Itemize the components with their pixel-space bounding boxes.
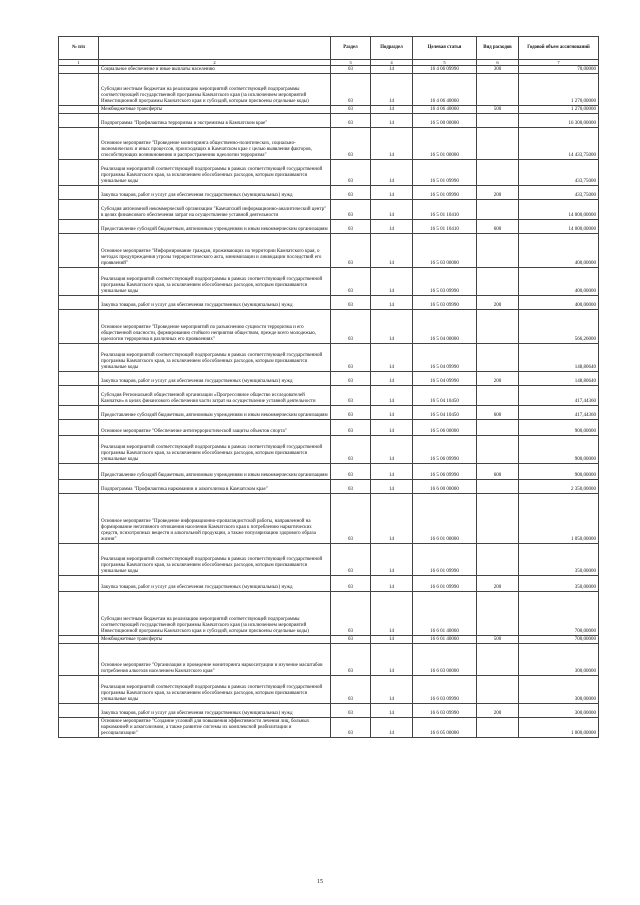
row-expense-type-cell bbox=[477, 718, 519, 738]
row-num-cell bbox=[59, 718, 99, 738]
row-razdel-cell: 03 bbox=[331, 544, 371, 576]
row-amount-cell: 700,00000 bbox=[519, 636, 599, 644]
row-name-cell: Реализация мероприятий соответствующей подпрограммы в рамках соответствующей государственной программы Камчатского края, за исключением обособленных расходов, которым присваиваются уникальные коды bbox=[99, 160, 331, 186]
row-expense-type-cell: 600 bbox=[477, 220, 519, 234]
row-name-cell: Субсидия Региональной общественной организации «Прогрессивное общество исследователей Камчатки» в целях финансового обеспечения части затрат на осуществление уставной деятельности bbox=[99, 386, 331, 406]
row-podrazdel-cell: 14 bbox=[371, 268, 413, 296]
table-row bbox=[59, 704, 599, 718]
row-num-cell bbox=[59, 406, 99, 420]
row-target-article-cell: 16 6 03 09990 bbox=[413, 676, 477, 704]
row-amount-cell: 900,00000 bbox=[519, 436, 599, 464]
row-num-cell bbox=[59, 480, 99, 494]
table-row bbox=[59, 406, 599, 420]
table-row bbox=[59, 576, 599, 592]
row-amount-cell: 417,44360 bbox=[519, 406, 599, 420]
row-amount-cell: 300,00000 bbox=[519, 676, 599, 704]
row-target-article-cell: 16 5 01 00000 bbox=[413, 128, 477, 160]
row-expense-type-cell bbox=[477, 494, 519, 544]
row-amount-cell: 900,00000 bbox=[519, 420, 599, 436]
row-razdel-cell: 03 bbox=[331, 464, 371, 480]
row-podrazdel-cell: 14 bbox=[371, 114, 413, 128]
row-amount-cell: 400,00000 bbox=[519, 268, 599, 296]
row-razdel-cell: 03 bbox=[331, 128, 371, 160]
table-row bbox=[59, 480, 599, 494]
table-row bbox=[59, 310, 599, 344]
row-target-article-cell: 16 5 03 09990 bbox=[413, 268, 477, 296]
row-expense-type-cell bbox=[477, 160, 519, 186]
table-row bbox=[59, 268, 599, 296]
row-target-article-cell: 16 5 04 09990 bbox=[413, 344, 477, 372]
table-row bbox=[59, 200, 599, 220]
row-podrazdel-cell: 14 bbox=[371, 676, 413, 704]
row-target-article-cell: 16 4 06 40060 bbox=[413, 74, 477, 106]
row-num-cell bbox=[59, 420, 99, 436]
row-razdel-cell: 03 bbox=[331, 420, 371, 436]
row-razdel-cell: 03 bbox=[331, 436, 371, 464]
row-podrazdel-cell: 14 bbox=[371, 420, 413, 436]
row-expense-type-cell: 200 bbox=[477, 372, 519, 386]
row-podrazdel-cell: 14 bbox=[371, 406, 413, 420]
row-num-cell bbox=[59, 200, 99, 220]
row-expense-type-cell: 500 bbox=[477, 106, 519, 114]
row-name-cell: Социальное обеспечение и иные выплаты населению bbox=[99, 66, 331, 74]
row-amount-cell: 1 270,00000 bbox=[519, 74, 599, 106]
table-row bbox=[59, 676, 599, 704]
row-num-cell bbox=[59, 372, 99, 386]
row-num-cell bbox=[59, 186, 99, 200]
row-name-cell: Межбюджетные трансферты bbox=[99, 106, 331, 114]
row-num-cell bbox=[59, 344, 99, 372]
row-amount-cell: 2 350,00000 bbox=[519, 480, 599, 494]
row-amount-cell: 14 433,75000 bbox=[519, 128, 599, 160]
row-name-cell: Субсидия автономной некоммерческой организации "Камчатский информационно-аналитический центр" в целях финансового обеспечения затрат на осуществление уставной деятельности bbox=[99, 200, 331, 220]
row-amount-cell: 300,00000 bbox=[519, 644, 599, 676]
row-target-article-cell: 16 6 05 00000 bbox=[413, 718, 477, 738]
row-amount-cell: 433,75000 bbox=[519, 160, 599, 186]
row-amount-cell: 1 050,00000 bbox=[519, 494, 599, 544]
row-name-cell: Реализация мероприятий соответствующей подпрограммы в рамках соответствующей государственной программы Камчатского края, за исключением обособленных расходов, которым присваиваются уникальные коды bbox=[99, 676, 331, 704]
row-podrazdel-cell: 14 bbox=[371, 74, 413, 106]
row-target-article-cell: 16 6 00 00000 bbox=[413, 480, 477, 494]
row-razdel-cell: 03 bbox=[331, 310, 371, 344]
row-razdel-cell: 03 bbox=[331, 114, 371, 128]
row-amount-cell: 566,26000 bbox=[519, 310, 599, 344]
row-name-cell: Субсидии местным бюджетам на реализацию мероприятий соответствующей подпрограммы соответствующей государственной программы Камчатского края (за исключением мероприятий Инвестиционной программы Камчатского края и субсидий, которым присвоены отдельные коды) bbox=[99, 592, 331, 636]
table-row bbox=[59, 636, 599, 644]
row-podrazdel-cell: 14 bbox=[371, 576, 413, 592]
row-num-cell bbox=[59, 106, 99, 114]
row-target-article-cell: 16 4 06 40060 bbox=[413, 106, 477, 114]
row-razdel-cell: 03 bbox=[331, 200, 371, 220]
row-num-cell bbox=[59, 676, 99, 704]
row-expense-type-cell: 200 bbox=[477, 704, 519, 718]
row-razdel-cell: 03 bbox=[331, 386, 371, 406]
row-num-cell bbox=[59, 592, 99, 636]
column-number: 2 bbox=[99, 60, 331, 66]
row-expense-type-cell bbox=[477, 436, 519, 464]
row-amount-cell: 1 270,00000 bbox=[519, 106, 599, 114]
table-row bbox=[59, 220, 599, 234]
row-amount-cell: 350,00000 bbox=[519, 544, 599, 576]
row-name-cell: Основное мероприятие "Проведение информационно-пропагандистской работы, направленной на формирование негативного отношения населения Камчатского края к потреблению наркотических средств, психотропных веществ и алкогольной продукции, а также популяризацию здорового образа жизни" bbox=[99, 494, 331, 544]
row-razdel-cell: 03 bbox=[331, 406, 371, 420]
row-amount-cell: 148,80640 bbox=[519, 344, 599, 372]
column-number: 5 bbox=[413, 60, 477, 66]
table-row bbox=[59, 592, 599, 636]
row-podrazdel-cell: 14 bbox=[371, 200, 413, 220]
row-podrazdel-cell: 14 bbox=[371, 296, 413, 310]
column-number: 1 bbox=[59, 60, 99, 66]
row-expense-type-cell bbox=[477, 114, 519, 128]
row-amount-cell: 350,00000 bbox=[519, 576, 599, 592]
row-podrazdel-cell: 14 bbox=[371, 636, 413, 644]
row-podrazdel-cell: 14 bbox=[371, 644, 413, 676]
row-name-cell: Реализация мероприятий соответствующей подпрограммы в рамках соответствующей государственной программы Камчатского края, за исключением обособленных расходов, которым присваиваются уникальные коды bbox=[99, 344, 331, 372]
document-page bbox=[58, 36, 598, 738]
table-header-row bbox=[59, 37, 599, 60]
row-expense-type-cell: 500 bbox=[477, 636, 519, 644]
row-num-cell bbox=[59, 114, 99, 128]
row-razdel-cell: 03 bbox=[331, 704, 371, 718]
row-num-cell bbox=[59, 386, 99, 406]
row-amount-cell: 900,00000 bbox=[519, 464, 599, 480]
row-razdel-cell: 03 bbox=[331, 576, 371, 592]
row-num-cell bbox=[59, 464, 99, 480]
row-expense-type-cell bbox=[477, 74, 519, 106]
row-podrazdel-cell: 14 bbox=[371, 372, 413, 386]
row-target-article-cell: 16 5 06 09990 bbox=[413, 436, 477, 464]
row-name-cell: Основное мероприятие "Создание условий для повышения эффективности лечения лиц, больных наркоманией и алкоголизмом, а также развитие системы их комплексной реабилитации и ресоциализации" bbox=[99, 718, 331, 738]
row-razdel-cell: 03 bbox=[331, 372, 371, 386]
row-expense-type-cell bbox=[477, 386, 519, 406]
row-razdel-cell: 03 bbox=[331, 494, 371, 544]
row-name-cell: Основное мероприятие "Обеспечение антитеррористической защиты объектов спорта" bbox=[99, 420, 331, 436]
table-row bbox=[59, 66, 599, 74]
column-number: 6 bbox=[477, 60, 519, 66]
row-name-cell: Подпрограмма "Профилактика терроризма и экстремизма в Камчатском крае" bbox=[99, 114, 331, 128]
row-razdel-cell: 03 bbox=[331, 636, 371, 644]
row-amount-cell: 70,00000 bbox=[519, 66, 599, 74]
row-name-cell: Межбюджетные трансферты bbox=[99, 636, 331, 644]
row-razdel-cell: 03 bbox=[331, 676, 371, 704]
table-row bbox=[59, 234, 599, 268]
row-razdel-cell: 03 bbox=[331, 592, 371, 636]
row-podrazdel-cell: 14 bbox=[371, 386, 413, 406]
row-name-cell: Основное мероприятие "Информирование граждан, проживающих на территории Камчатского края, о методах предупреждения угрозы террористического акта, минимизации и ликвидации последствий его проявлений" bbox=[99, 234, 331, 268]
row-expense-type-cell bbox=[477, 268, 519, 296]
row-amount-cell: 1 000,00000 bbox=[519, 718, 599, 738]
row-amount-cell: 400,00000 bbox=[519, 234, 599, 268]
row-podrazdel-cell: 14 bbox=[371, 544, 413, 576]
row-podrazdel-cell: 14 bbox=[371, 718, 413, 738]
row-name-cell: Предоставление субсидий бюджетным, автономным учреждениям и иным некоммерческим организациям bbox=[99, 220, 331, 234]
row-name-cell: Основное мероприятие "Проведение мониторинга общественно-политических, социально-экономических и иных процессов, происходящих в Камчатском крае с целью выявления факторов, способствующих возникновению и распространению идеологии терроризма" bbox=[99, 128, 331, 160]
row-razdel-cell: 03 bbox=[331, 268, 371, 296]
row-amount-cell: 14 000,00000 bbox=[519, 220, 599, 234]
row-amount-cell: 14 000,00000 bbox=[519, 200, 599, 220]
row-num-cell bbox=[59, 576, 99, 592]
row-expense-type-cell: 200 bbox=[477, 576, 519, 592]
header-podrazdel: Подраздел bbox=[371, 37, 413, 60]
row-razdel-cell: 03 bbox=[331, 234, 371, 268]
row-podrazdel-cell: 14 bbox=[371, 234, 413, 268]
row-expense-type-cell bbox=[477, 480, 519, 494]
row-podrazdel-cell: 14 bbox=[371, 464, 413, 480]
row-expense-type-cell: 200 bbox=[477, 186, 519, 200]
row-num-cell bbox=[59, 644, 99, 676]
row-name-cell: Закупка товаров, работ и услуг для обеспечения государственных (муниципальных) нужд bbox=[99, 296, 331, 310]
budget-table bbox=[58, 36, 599, 738]
row-target-article-cell: 16 4 06 09990 bbox=[413, 66, 477, 74]
row-expense-type-cell bbox=[477, 544, 519, 576]
row-target-article-cell: 16 5 03 00000 bbox=[413, 234, 477, 268]
row-expense-type-cell bbox=[477, 200, 519, 220]
row-amount-cell: 417,44360 bbox=[519, 386, 599, 406]
row-name-cell: Предоставление субсидий бюджетным, автономным учреждениям и иным некоммерческим организациям bbox=[99, 464, 331, 480]
table-row bbox=[59, 186, 599, 200]
table-row bbox=[59, 386, 599, 406]
row-num-cell bbox=[59, 128, 99, 160]
column-number: 7 bbox=[519, 60, 599, 66]
row-name-cell: Основное мероприятие "Организация и проведение мониторинга наркоситуации и изучение масштабов потребления алкоголя населением Камчатского края" bbox=[99, 644, 331, 676]
row-name-cell: Реализация мероприятий соответствующей подпрограммы в рамках соответствующей государственной программы Камчатского края, за исключением обособленных расходов, которым присваиваются уникальные коды bbox=[99, 436, 331, 464]
row-razdel-cell: 03 bbox=[331, 718, 371, 738]
table-row bbox=[59, 296, 599, 310]
row-podrazdel-cell: 14 bbox=[371, 494, 413, 544]
row-podrazdel-cell: 14 bbox=[371, 186, 413, 200]
row-num-cell bbox=[59, 296, 99, 310]
row-amount-cell: 300,00000 bbox=[519, 704, 599, 718]
row-podrazdel-cell: 14 bbox=[371, 344, 413, 372]
row-razdel-cell: 03 bbox=[331, 480, 371, 494]
row-name-cell: Предоставление субсидий бюджетным, автономным учреждениям и иным некоммерческим организациям bbox=[99, 406, 331, 420]
row-num-cell bbox=[59, 436, 99, 464]
row-name-cell: Закупка товаров, работ и услуг для обеспечения государственных (муниципальных) нужд bbox=[99, 704, 331, 718]
row-amount-cell: 700,00000 bbox=[519, 592, 599, 636]
row-name-cell: Подпрограмма "Профилактика наркомании и алкоголизма в Камчатском крае" bbox=[99, 480, 331, 494]
row-name-cell: Реализация мероприятий соответствующей подпрограммы в рамках соответствующей государственной программы Камчатского края, за исключением обособленных расходов, которым присваиваются уникальные коды bbox=[99, 544, 331, 576]
row-target-article-cell: 16 6 03 09990 bbox=[413, 704, 477, 718]
row-expense-type-cell bbox=[477, 234, 519, 268]
row-target-article-cell: 16 5 01 10410 bbox=[413, 220, 477, 234]
row-expense-type-cell bbox=[477, 676, 519, 704]
row-target-article-cell: 16 6 01 40060 bbox=[413, 636, 477, 644]
row-target-article-cell: 16 5 04 10450 bbox=[413, 386, 477, 406]
row-num-cell bbox=[59, 74, 99, 106]
row-expense-type-cell bbox=[477, 644, 519, 676]
row-target-article-cell: 16 6 03 00000 bbox=[413, 644, 477, 676]
row-expense-type-cell bbox=[477, 592, 519, 636]
row-target-article-cell: 16 5 06 09990 bbox=[413, 464, 477, 480]
table-row bbox=[59, 464, 599, 480]
header-num: № п/п bbox=[59, 37, 99, 60]
row-target-article-cell: 16 6 01 09990 bbox=[413, 576, 477, 592]
row-target-article-cell: 16 5 06 00000 bbox=[413, 420, 477, 436]
table-row bbox=[59, 494, 599, 544]
row-name-cell: Закупка товаров, работ и услуг для обеспечения государственных (муниципальных) нужд bbox=[99, 576, 331, 592]
header-name bbox=[99, 37, 331, 60]
row-target-article-cell: 16 5 04 09990 bbox=[413, 372, 477, 386]
row-expense-type-cell: 600 bbox=[477, 406, 519, 420]
row-name-cell: Основное мероприятие "Проведение мероприятий по разъяснению сущности терроризма и его общественной опасности, формированию стойкого неприятия обществом, прежде всего молодежью, идеологии терроризма в различных его проявлениях" bbox=[99, 310, 331, 344]
row-target-article-cell: 16 5 04 00000 bbox=[413, 310, 477, 344]
row-amount-cell: 16 300,00000 bbox=[519, 114, 599, 128]
row-target-article-cell: 16 5 03 09990 bbox=[413, 296, 477, 310]
row-target-article-cell: 16 6 01 00000 bbox=[413, 494, 477, 544]
row-razdel-cell: 03 bbox=[331, 186, 371, 200]
table-row bbox=[59, 544, 599, 576]
row-name-cell: Закупка товаров, работ и услуг для обеспечения государственных (муниципальных) нужд bbox=[99, 186, 331, 200]
table-row bbox=[59, 718, 599, 738]
row-razdel-cell: 03 bbox=[331, 296, 371, 310]
row-amount-cell: 433,75000 bbox=[519, 186, 599, 200]
row-target-article-cell: 16 5 01 09990 bbox=[413, 186, 477, 200]
row-podrazdel-cell: 14 bbox=[371, 592, 413, 636]
row-num-cell bbox=[59, 544, 99, 576]
column-number: 4 bbox=[371, 60, 413, 66]
table-row bbox=[59, 436, 599, 464]
row-target-article-cell: 16 6 01 40060 bbox=[413, 592, 477, 636]
row-podrazdel-cell: 14 bbox=[371, 66, 413, 74]
row-expense-type-cell: 200 bbox=[477, 296, 519, 310]
row-expense-type-cell bbox=[477, 420, 519, 436]
row-podrazdel-cell: 14 bbox=[371, 436, 413, 464]
table-body bbox=[59, 66, 599, 738]
row-razdel-cell: 03 bbox=[331, 220, 371, 234]
header-expense-type: Вид расходов bbox=[477, 37, 519, 60]
row-name-cell: Закупка товаров, работ и услуг для обеспечения государственных (муниципальных) нужд bbox=[99, 372, 331, 386]
table-row bbox=[59, 160, 599, 186]
row-podrazdel-cell: 14 bbox=[371, 106, 413, 114]
row-num-cell bbox=[59, 66, 99, 74]
row-razdel-cell: 03 bbox=[331, 106, 371, 114]
table-row bbox=[59, 420, 599, 436]
table-row bbox=[59, 114, 599, 128]
row-target-article-cell: 16 5 00 00000 bbox=[413, 114, 477, 128]
row-razdel-cell: 03 bbox=[331, 344, 371, 372]
row-razdel-cell: 03 bbox=[331, 644, 371, 676]
row-podrazdel-cell: 14 bbox=[371, 310, 413, 344]
column-number: 3 bbox=[331, 60, 371, 66]
row-razdel-cell: 03 bbox=[331, 66, 371, 74]
row-podrazdel-cell: 14 bbox=[371, 128, 413, 160]
row-num-cell bbox=[59, 310, 99, 344]
row-num-cell bbox=[59, 636, 99, 644]
row-podrazdel-cell: 14 bbox=[371, 480, 413, 494]
header-annual-amount: Годовой объем ассигнований bbox=[519, 37, 599, 60]
row-podrazdel-cell: 14 bbox=[371, 704, 413, 718]
row-num-cell bbox=[59, 234, 99, 268]
table-row bbox=[59, 644, 599, 676]
row-num-cell bbox=[59, 160, 99, 186]
row-amount-cell: 400,00000 bbox=[519, 296, 599, 310]
row-expense-type-cell bbox=[477, 310, 519, 344]
row-num-cell bbox=[59, 704, 99, 718]
row-num-cell bbox=[59, 494, 99, 544]
row-expense-type-cell: 300 bbox=[477, 66, 519, 74]
row-razdel-cell: 03 bbox=[331, 74, 371, 106]
row-razdel-cell: 03 bbox=[331, 160, 371, 186]
row-num-cell bbox=[59, 268, 99, 296]
row-target-article-cell: 16 5 01 10410 bbox=[413, 200, 477, 220]
table-row bbox=[59, 74, 599, 106]
row-podrazdel-cell: 14 bbox=[371, 160, 413, 186]
row-amount-cell: 148,80640 bbox=[519, 372, 599, 386]
table-row bbox=[59, 344, 599, 372]
page-number: 15 bbox=[317, 879, 323, 885]
row-num-cell bbox=[59, 220, 99, 234]
row-target-article-cell: 16 5 01 09990 bbox=[413, 160, 477, 186]
table-row bbox=[59, 128, 599, 160]
row-name-cell: Реализация мероприятий соответствующей подпрограммы в рамках соответствующей государственной программы Камчатского края, за исключением обособленных расходов, которым присваиваются уникальные коды bbox=[99, 268, 331, 296]
table-row bbox=[59, 106, 599, 114]
row-name-cell: Субсидии местным бюджетам на реализацию мероприятий соответствующей подпрограммы соответствующей государственной программы Камчатского края (за исключением мероприятий Инвестиционной программы Камчатского края и субсидий, которым присвоены отдельные коды) bbox=[99, 74, 331, 106]
row-expense-type-cell: 600 bbox=[477, 464, 519, 480]
row-expense-type-cell bbox=[477, 128, 519, 160]
row-podrazdel-cell: 14 bbox=[371, 220, 413, 234]
header-razdel: Раздел bbox=[331, 37, 371, 60]
row-target-article-cell: 16 5 04 10450 bbox=[413, 406, 477, 420]
row-expense-type-cell bbox=[477, 344, 519, 372]
table-row bbox=[59, 372, 599, 386]
header-target-article: Целевая статья bbox=[413, 37, 477, 60]
row-target-article-cell: 16 6 01 09990 bbox=[413, 544, 477, 576]
